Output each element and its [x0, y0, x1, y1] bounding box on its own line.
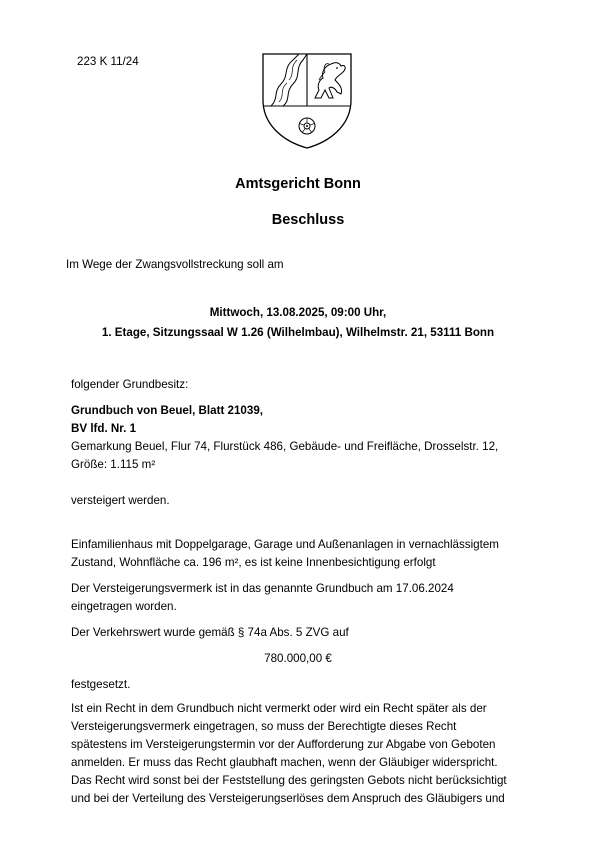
registration-note-line: Der Versteigerungsvermerk ist in das genannte Grundbuch am 17.06.2024	[71, 582, 454, 595]
rights-paragraph-line: Das Recht wird sonst bei der Feststellung des geringsten Gebots nicht berücksichtigt	[71, 774, 507, 787]
bv-number: BV lfd. Nr. 1	[71, 422, 137, 435]
rights-paragraph-line: Ist ein Recht in dem Grundbuch nicht vermerkt oder wird ein Recht später als der	[71, 702, 487, 715]
intro-text: Im Wege der Zwangsvollstreckung soll am	[66, 258, 284, 271]
court-name: Amtsgericht Bonn	[235, 176, 361, 192]
building-description-line: Einfamilienhaus mit Doppelgarage, Garage und Außenanlagen in vernachlässigtem	[71, 538, 499, 551]
building-description-line: Zustand, Wohnfläche ca. 196 m², es ist keine Innenbesichtigung erfolgt	[71, 556, 436, 569]
market-value-text: Der Verkehrswert wurde gemäß § 74a Abs. 5 ZVG auf	[71, 626, 349, 639]
land-register: Grundbuch von Beuel, Blatt 21039,	[71, 404, 263, 417]
rights-paragraph-line: und bei der Verteilung des Versteigerungserlöses dem Anspruch des Gläubigers und	[71, 792, 505, 805]
appointment-date: Mittwoch, 13.08.2025, 09:00 Uhr,	[209, 306, 387, 319]
document-type: Beschluss	[271, 212, 345, 228]
nrw-coat-of-arms-icon	[259, 50, 355, 150]
market-value-amount: 780.000,00 €	[264, 652, 332, 665]
appointment-place: 1. Etage, Sitzungssaal W 1.26 (Wilhelmbau), Wilhelmstr. 21, 53111 Bonn	[101, 326, 495, 339]
registration-note-line: eingetragen worden.	[71, 600, 177, 613]
rights-paragraph-line: anmelden. Er muss das Recht glaubhaft machen, wenn der Gläubiger widerspricht.	[71, 756, 498, 769]
property-size: Größe: 1.115 m²	[71, 458, 156, 471]
rights-paragraph-line: Versteigerungsvermerk eingetragen, so muss der Berechtigte dieses Recht	[71, 720, 457, 733]
file-reference: 223 K 11/24	[77, 55, 139, 68]
property-label: folgender Grundbesitz:	[71, 378, 189, 391]
market-value-end: festgesetzt.	[71, 678, 131, 691]
auctioned-text: versteigert werden.	[71, 494, 170, 507]
rights-paragraph-line: spätestens im Versteigerungstermin vor der Aufforderung zur Abgabe von Geboten	[71, 738, 496, 751]
property-description: Gemarkung Beuel, Flur 74, Flurstück 486, Gebäude- und Freifläche, Drosselstr. 12,	[71, 440, 499, 453]
